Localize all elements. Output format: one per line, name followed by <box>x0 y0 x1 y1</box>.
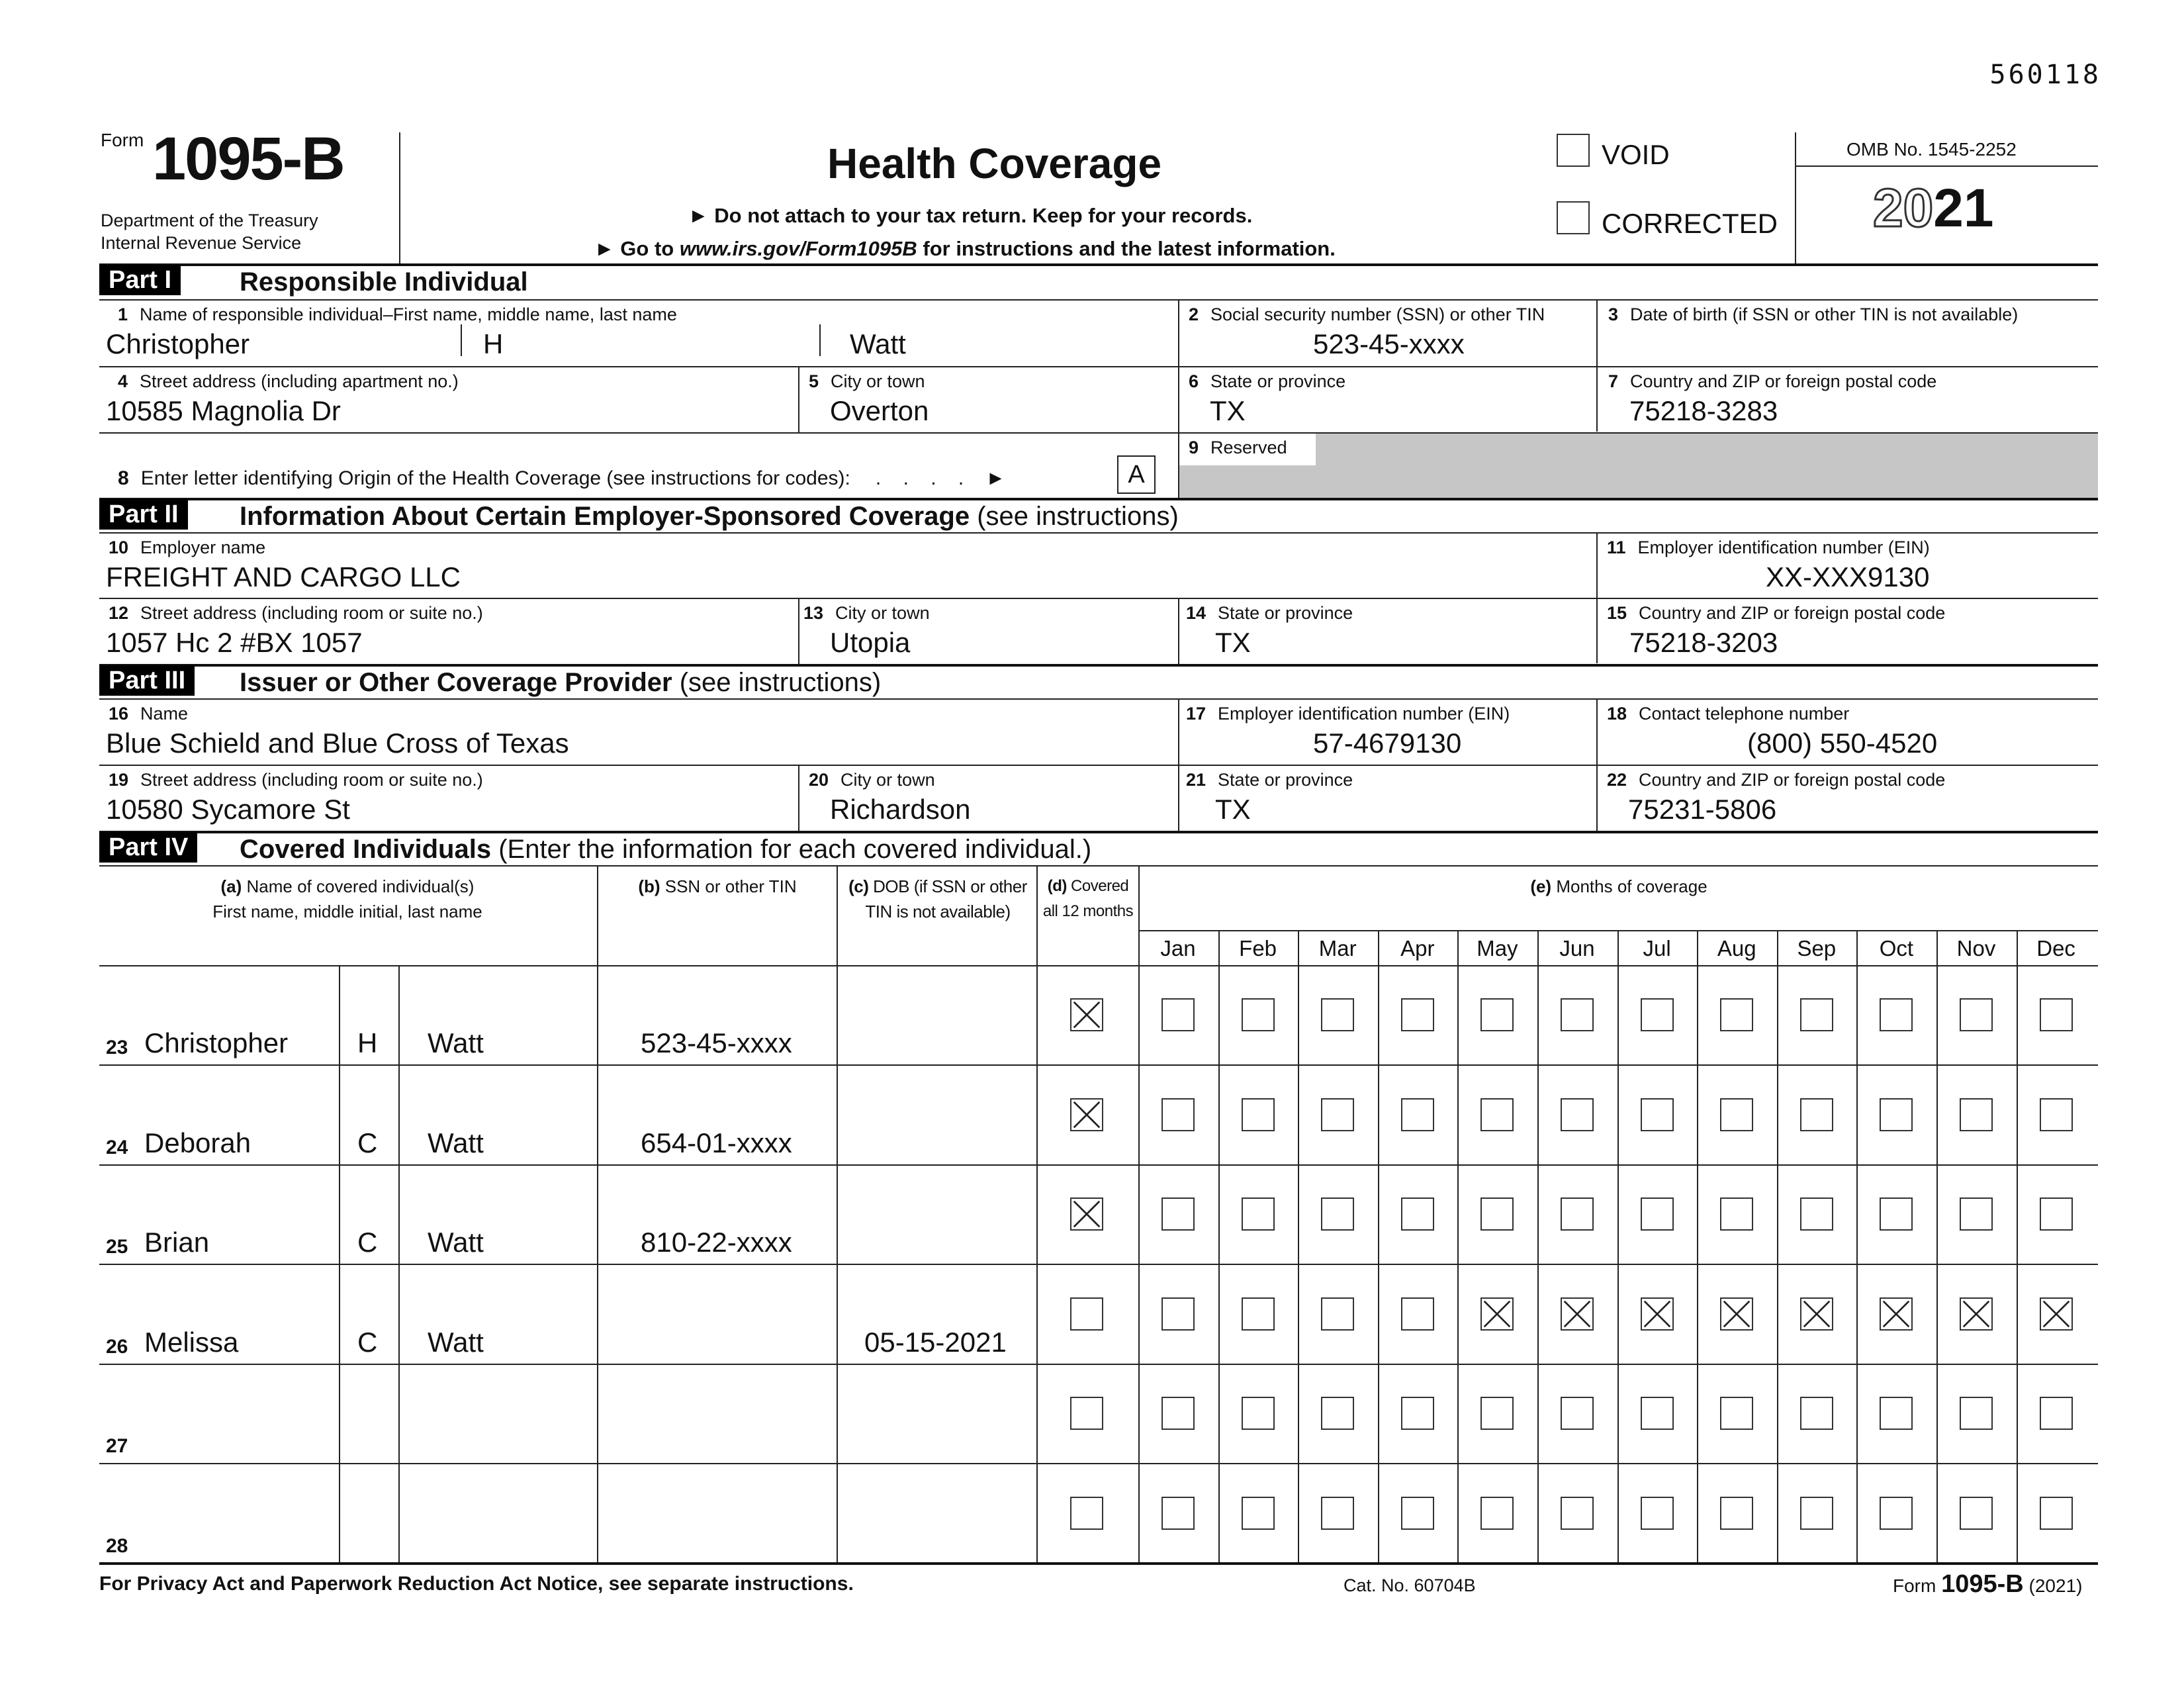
covered-all-12-months-checkbox[interactable] <box>1070 1098 1103 1131</box>
void-checkbox[interactable] <box>1557 134 1590 167</box>
month-checkbox-may[interactable] <box>1480 1098 1514 1131</box>
covered-ssn: 523-45-xxxx <box>641 1027 792 1058</box>
covered-all-12-months-checkbox[interactable] <box>1070 1297 1103 1331</box>
month-header-jun: Jun <box>1559 936 1595 961</box>
month-checkbox-may[interactable] <box>1480 1397 1514 1430</box>
employer-state: TX <box>1215 627 1251 658</box>
line18-label: 18 Contact telephone number <box>1607 704 1850 724</box>
month-checkbox-oct[interactable] <box>1880 1397 1913 1430</box>
month-header-apr: Apr <box>1400 936 1435 961</box>
month-checkbox-feb[interactable] <box>1242 1397 1275 1430</box>
month-header-nov: Nov <box>1956 936 1996 961</box>
month-header-oct: Oct <box>1879 936 1914 961</box>
part3-tag: Part III <box>99 665 195 696</box>
responsible-zip: 75218-3283 <box>1629 395 1778 426</box>
line4-label: 4 Street address (including apartment no.) <box>118 371 459 391</box>
part4-tag: Part IV <box>99 832 197 863</box>
form-title: Health Coverage <box>827 140 1162 187</box>
covered-all-12-months-checkbox[interactable] <box>1070 1397 1103 1430</box>
month-checkbox-nov[interactable] <box>1960 1497 1993 1530</box>
month-checkbox-oct[interactable] <box>1880 1197 1913 1231</box>
month-checkbox-aug[interactable] <box>1720 1497 1753 1530</box>
part2-title: Information About Certain Employer-Sponsored Coverage (see instructions) <box>240 502 1179 531</box>
month-checkbox-jan[interactable] <box>1161 1197 1195 1231</box>
month-checkbox-oct[interactable] <box>1880 1098 1913 1131</box>
month-checkbox-jan[interactable] <box>1161 1297 1195 1331</box>
responsible-first-name: Christopher <box>106 328 250 359</box>
col-b-header: (b) SSN or other TIN <box>638 876 797 896</box>
covered-dob: 05-15-2021 <box>864 1326 1007 1358</box>
line7-label: 7 Country and ZIP or foreign postal code <box>1608 371 1937 391</box>
covered-last-name: Watt <box>428 1227 484 1258</box>
line20-label: 20 City or town <box>809 770 935 790</box>
month-checkbox-aug[interactable] <box>1720 998 1753 1031</box>
month-checkbox-sep[interactable] <box>1800 1098 1833 1131</box>
part3-title: Issuer or Other Coverage Provider (see instructions) <box>240 668 882 697</box>
issuer-zip: 75231-5806 <box>1628 794 1777 825</box>
responsible-street: 10585 Magnolia Dr <box>106 395 341 426</box>
month-checkbox-oct[interactable] <box>1880 998 1913 1031</box>
month-checkbox-jul[interactable] <box>1641 1497 1674 1530</box>
month-checkbox-jun[interactable] <box>1561 1297 1594 1331</box>
month-checkbox-jul[interactable] <box>1641 1197 1674 1231</box>
month-header-mar: Mar <box>1318 936 1357 961</box>
month-checkbox-apr[interactable] <box>1401 1197 1434 1231</box>
covered-all-12-months-checkbox[interactable] <box>1070 998 1103 1031</box>
month-checkbox-mar[interactable] <box>1321 1297 1354 1331</box>
month-checkbox-jul[interactable] <box>1641 1397 1674 1430</box>
responsible-city: Overton <box>830 395 929 426</box>
part1-title: Responsible Individual <box>240 267 528 297</box>
month-checkbox-apr[interactable] <box>1401 1297 1434 1331</box>
covered-middle-initial: C <box>357 1326 378 1358</box>
instruction-1: ► Do not attach to your tax return. Keep for your records. <box>688 204 1253 227</box>
line16-label: 16 Name <box>109 704 189 724</box>
month-checkbox-jul[interactable] <box>1641 1098 1674 1131</box>
month-checkbox-mar[interactable] <box>1321 998 1354 1031</box>
month-checkbox-apr[interactable] <box>1401 1497 1434 1530</box>
covered-middle-initial: C <box>357 1227 378 1258</box>
line2-label: 2 Social security number (SSN) or other TIN <box>1189 305 1545 324</box>
month-checkbox-dec[interactable] <box>2040 1297 2073 1331</box>
line6-label: 6 State or province <box>1189 371 1346 391</box>
month-checkbox-mar[interactable] <box>1321 1098 1354 1131</box>
line21-label: 21 State or province <box>1186 770 1353 790</box>
line9-text: 9 Reserved <box>1189 438 1287 457</box>
footer-form: Form 1095-B (2021) <box>1893 1570 2083 1598</box>
covered-last-name: Watt <box>428 1326 484 1358</box>
month-header-aug: Aug <box>1717 936 1756 961</box>
form-number: 1095-B <box>152 125 344 193</box>
line13-label: 13 City or town <box>803 603 930 623</box>
month-checkbox-apr[interactable] <box>1401 1397 1434 1430</box>
issuer-street: 10580 Sycamore St <box>106 794 350 825</box>
month-checkbox-aug[interactable] <box>1720 1098 1753 1131</box>
covered-first-name: Brian <box>144 1227 210 1258</box>
month-checkbox-feb[interactable] <box>1242 1197 1275 1231</box>
responsible-state: TX <box>1210 395 1246 426</box>
month-checkbox-sep[interactable] <box>1800 998 1833 1031</box>
part2-tag: Part II <box>99 499 188 530</box>
row-number: 27 <box>106 1435 128 1457</box>
month-checkbox-jul[interactable] <box>1641 1297 1674 1331</box>
line5-label: 5 City or town <box>809 371 925 391</box>
month-checkbox-jun[interactable] <box>1561 1497 1594 1530</box>
row-number: 26 <box>106 1335 128 1358</box>
line17-label: 17 Employer identification number (EIN) <box>1186 704 1510 724</box>
month-checkbox-nov[interactable] <box>1960 1098 1993 1131</box>
void-label: VOID <box>1602 139 1670 170</box>
month-checkbox-sep[interactable] <box>1800 1197 1833 1231</box>
employer-zip: 75218-3203 <box>1629 627 1778 658</box>
row-number: 25 <box>106 1236 128 1258</box>
form-code: 560118 <box>1989 60 2101 90</box>
dept-line1: Department of the Treasury <box>101 211 318 230</box>
month-header-may: May <box>1477 936 1518 961</box>
month-checkbox-aug[interactable] <box>1720 1297 1753 1331</box>
catalog-number: Cat. No. 60704B <box>1343 1575 1476 1595</box>
month-checkbox-sep[interactable] <box>1800 1397 1833 1430</box>
employer-ein: XX-XXX9130 <box>1766 561 1930 592</box>
month-checkbox-nov[interactable] <box>1960 998 1993 1031</box>
privacy-notice: For Privacy Act and Paperwork Reduction Act Notice, see separate instructions. <box>99 1573 854 1595</box>
line22-label: 22 Country and ZIP or foreign postal code <box>1607 770 1946 790</box>
month-header-feb: Feb <box>1239 936 1277 961</box>
covered-all-12-months-checkbox[interactable] <box>1070 1197 1103 1231</box>
month-checkbox-mar[interactable] <box>1321 1497 1354 1530</box>
part1-tag: Part I <box>99 265 181 295</box>
month-checkbox-dec[interactable] <box>2040 1197 2073 1231</box>
row-number: 28 <box>106 1534 128 1557</box>
col-d-header: (d) Covered all 12 months <box>1042 877 1134 920</box>
responsible-middle-name: H <box>483 328 504 359</box>
line15-label: 15 Country and ZIP or foreign postal code <box>1607 603 1946 623</box>
origin-code-box: A <box>1117 455 1156 494</box>
instruction-2: ► Go to www.irs.gov/Form1095B for instructions and the latest information. <box>594 237 1336 260</box>
issuer-name: Blue Schield and Blue Cross of Texas <box>106 727 569 759</box>
row-number: 24 <box>106 1136 128 1158</box>
month-checkbox-aug[interactable] <box>1720 1397 1753 1430</box>
month-checkbox-aug[interactable] <box>1720 1197 1753 1231</box>
line19-label: 19 Street address (including room or suite no.) <box>109 770 483 790</box>
month-checkbox-oct[interactable] <box>1880 1297 1913 1331</box>
month-header-jul: Jul <box>1643 936 1671 961</box>
month-checkbox-dec[interactable] <box>2040 1497 2073 1530</box>
month-header-dec: Dec <box>2036 936 2075 961</box>
covered-middle-initial: H <box>357 1027 378 1058</box>
month-checkbox-jul[interactable] <box>1641 998 1674 1031</box>
month-checkbox-feb[interactable] <box>1242 1497 1275 1530</box>
month-checkbox-may[interactable] <box>1480 1297 1514 1331</box>
covered-last-name: Watt <box>428 1127 484 1158</box>
month-checkbox-jan[interactable] <box>1161 1497 1195 1530</box>
month-checkbox-dec[interactable] <box>2040 998 2073 1031</box>
month-checkbox-may[interactable] <box>1480 1197 1514 1231</box>
reserved-shading <box>1179 434 2098 498</box>
line1-label: 1 Name of responsible individual–First name, middle name, last name <box>118 305 677 324</box>
month-checkbox-apr[interactable] <box>1401 1098 1434 1131</box>
month-checkbox-jun[interactable] <box>1561 1197 1594 1231</box>
month-checkbox-jan[interactable] <box>1161 1397 1195 1430</box>
line8-label: 8 Enter letter identifying Origin of the Health Coverage (see instructions for codes): . . . . ► <box>118 467 1006 489</box>
line11-label: 11 Employer identification number (EIN) <box>1607 538 1930 557</box>
covered-first-name: Melissa <box>144 1326 239 1358</box>
month-checkbox-sep[interactable] <box>1800 1297 1833 1331</box>
responsible-ssn: 523-45-xxxx <box>1313 328 1465 359</box>
covered-ssn: 654-01-xxxx <box>641 1127 792 1158</box>
month-checkbox-may[interactable] <box>1480 1497 1514 1530</box>
month-checkbox-may[interactable] <box>1480 998 1514 1031</box>
part4-title: Covered Individuals (Enter the information for each covered individual.) <box>240 835 1092 864</box>
month-checkbox-feb[interactable] <box>1242 998 1275 1031</box>
covered-middle-initial: C <box>357 1127 378 1158</box>
covered-all-12-months-checkbox[interactable] <box>1070 1497 1103 1530</box>
month-header-jan: Jan <box>1160 936 1196 961</box>
employer-city: Utopia <box>830 627 911 658</box>
month-checkbox-dec[interactable] <box>2040 1098 2073 1131</box>
month-checkbox-oct[interactable] <box>1880 1497 1913 1530</box>
covered-ssn: 810-22-xxxx <box>641 1227 792 1258</box>
employer-street: 1057 Hc 2 #BX 1057 <box>106 627 363 658</box>
omb-number: OMB No. 1545-2252 <box>1846 139 2017 160</box>
month-checkbox-mar[interactable] <box>1321 1397 1354 1430</box>
issuer-phone: (800) 550-4520 <box>1747 727 1938 759</box>
covered-last-name: Watt <box>428 1027 484 1058</box>
month-checkbox-jun[interactable] <box>1561 1397 1594 1430</box>
col-c-header: (c) DOB (if SSN or other TIN is not available) <box>848 876 1027 921</box>
month-checkbox-jan[interactable] <box>1161 998 1195 1031</box>
row-number: 23 <box>106 1037 128 1058</box>
line14-label: 14 State or province <box>1186 603 1353 623</box>
employer-name: FREIGHT AND CARGO LLC <box>106 561 461 592</box>
month-checkbox-apr[interactable] <box>1401 998 1434 1031</box>
tax-year: 2021 <box>1873 178 1994 238</box>
issuer-state: TX <box>1215 794 1251 825</box>
form-label: Form <box>101 130 144 150</box>
col-a-header: (a) Name of covered individual(s) First name, middle initial, last name <box>212 876 482 921</box>
month-checkbox-jun[interactable] <box>1561 998 1594 1031</box>
month-checkbox-dec[interactable] <box>2040 1397 2073 1430</box>
month-checkbox-nov[interactable] <box>1960 1197 1993 1231</box>
month-checkbox-feb[interactable] <box>1242 1098 1275 1131</box>
month-checkbox-sep[interactable] <box>1800 1497 1833 1530</box>
month-checkbox-mar[interactable] <box>1321 1197 1354 1231</box>
col-e-header: (e) Months of coverage <box>1530 876 1707 896</box>
month-checkbox-jun[interactable] <box>1561 1098 1594 1131</box>
corrected-checkbox[interactable] <box>1557 201 1590 234</box>
corrected-label: CORRECTED <box>1602 208 1778 239</box>
month-checkbox-nov[interactable] <box>1960 1297 1993 1331</box>
responsible-last-name: Watt <box>850 328 906 359</box>
dept-line2: Internal Revenue Service <box>101 233 302 253</box>
line3-label: 3 Date of birth (if SSN or other TIN is not available) <box>1608 305 2019 324</box>
month-header-sep: Sep <box>1797 936 1837 961</box>
month-checkbox-nov[interactable] <box>1960 1397 1993 1430</box>
issuer-ein: 57-4679130 <box>1313 727 1462 759</box>
line10-label: 10 Employer name <box>109 538 266 557</box>
month-checkbox-feb[interactable] <box>1242 1297 1275 1331</box>
covered-first-name: Deborah <box>144 1127 251 1158</box>
issuer-city: Richardson <box>830 794 971 825</box>
month-checkbox-jan[interactable] <box>1161 1098 1195 1131</box>
covered-first-name: Christopher <box>144 1027 289 1058</box>
line12-label: 12 Street address (including room or suite no.) <box>109 603 483 623</box>
